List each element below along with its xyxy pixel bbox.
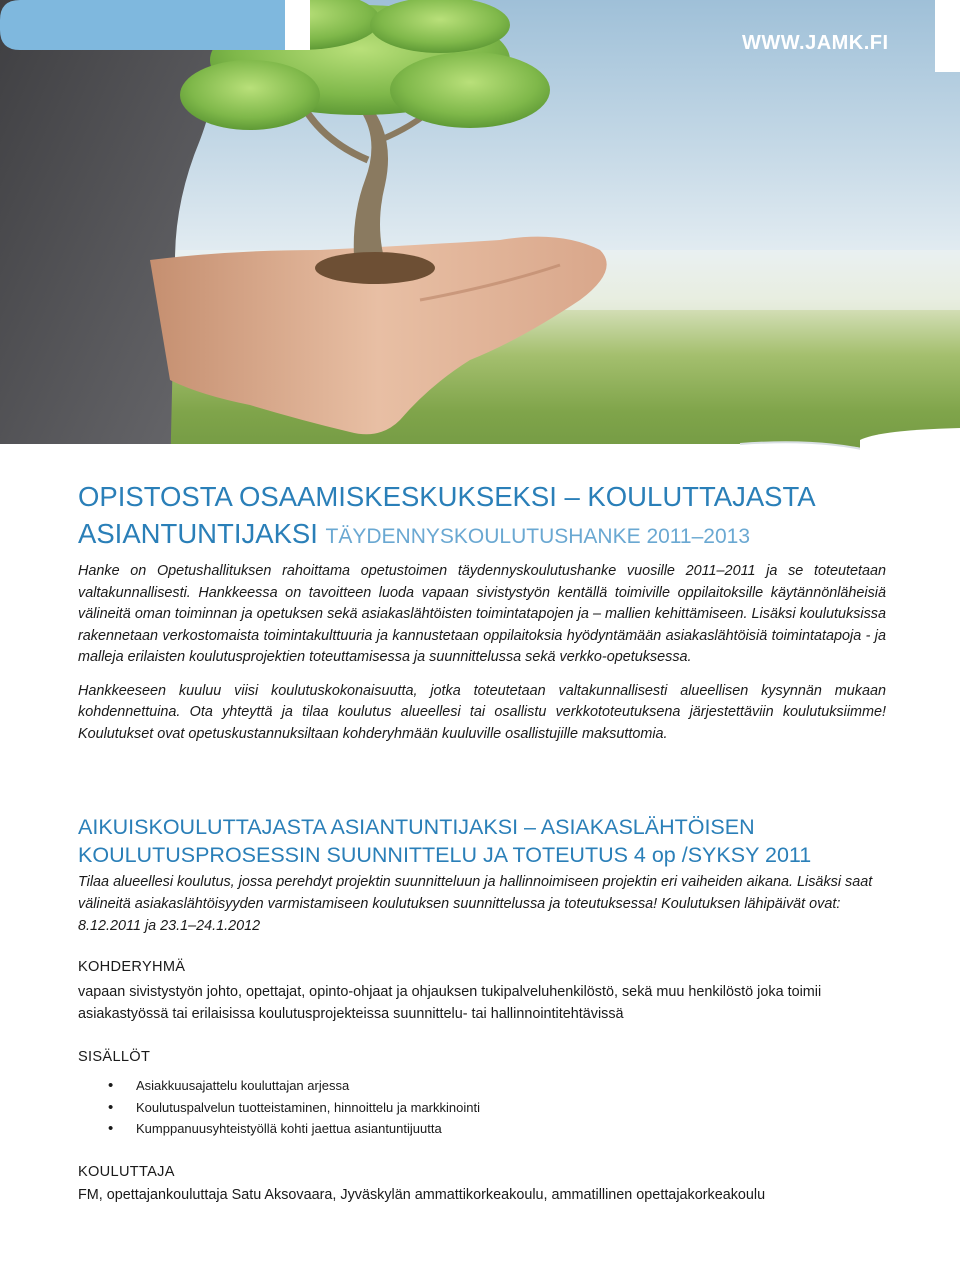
course-title: AIKUISKOULUTTAJASTA ASIANTUNTIJAKSI – ASIAKASLÄHTÖISEN KOULUTUSPROSESSIN SUUNNITTELU JA TOTEUTUS 4 op /SYKSY 2011 (78, 815, 812, 867)
project-title-main: OPISTOSTA OSAAMISKESKUKSEKSI – KOULUTTAJASTA ASIANTUNTIJAKSI (78, 481, 815, 549)
list-item: • Kumppanuusyhteistyöllä kohti jaettua asiantuntijuutta (136, 1118, 886, 1140)
course-description: Tilaa alueellesi koulutus, jossa perehdyt projektin suunnitteluun ja hallinnoimiseen projektin eri vaiheiden aikana. Lisäksi saat välineitä asiakaslähtöisyyden varmistamiseen koulutuksen suunnittelussa ja toteutuksessa! Koulutuksen lähipäivät ovat: 8.12.2011 ja 23.1–24.1.2012 (78, 874, 873, 934)
contents-list (78, 1075, 886, 1140)
intro-paragraph-2: Hankkeeseen kuuluu viisi koulutuskokonaisuutta, jotka toteutetaan valtakunnallisesti alueellisen kysynnän mukaan kohdennettuina. Ota yhteyttä ja tilaa koulutus alueellesi tai osallistu verkkototeutuksena järjestettäviin koulutuksiimme! Koulutukset ovat opetuskustannuksiltaan kohderyhmään kuuluville osallistujille maksuttomia. (78, 682, 886, 742)
document-body (78, 478, 886, 1206)
trainer-label: KOULUTTAJA (78, 1163, 175, 1180)
url-banner (0, 0, 310, 50)
intro-paragraph-1: Hanke on Opetushallituksen rahoittama opetustoimen täydennyskoulutushanke vuosille 2011–2011 ja se toteutetaan valtakunnallisesti. Hankkeessa on tavoitteen luoda vapaan sivistystyön kentällä toimiville oppilaitoksille käytännönläheisiä välineitä oman toiminnan ja opetuksen sekä asiakaslähtöisten toimintatapojen ja – mallien kehittämiseen. Lisäksi koulutuksissa rakennetaan verkostomaista toimintakulttuuria ja kannustetaan oppilaitoksia hyödyntämään asiakaslähtöisiä toimintatapoja - ja malleja erilaisten koulutusprojektien toteuttamisessa ja suunnittelussa sekä verkko-opetuksessa. (78, 563, 886, 665)
website-url[interactable]: WWW.JAMK.FI (742, 32, 889, 54)
hero-image (0, 0, 960, 480)
project-title (78, 478, 886, 555)
audience-label: KOHDERYHMÄ (78, 959, 186, 975)
audience-text: vapaan sivistystyön johto, opettajat, opinto-ohjaat ja ohjauksen tukipalveluhenkilöstö, sekä muu henkilöstö joka toimii asiakastyössä tai erilaisissa koulutusprojekteissa suunnittelu- tai hallinnointitehtävissä (78, 984, 822, 1022)
list-item: • Asiakkuusajattelu kouluttajan arjessa (136, 1075, 886, 1097)
trainer-text: FM, opettajankouluttaja Satu Aksovaara, Jyväskylän ammattikorkeakoulu, ammatillinen opettajakorkeakoulu (78, 1186, 766, 1203)
tree-in-hands-illustration (0, 0, 960, 480)
list-item: • Koulutuspalvelun tuotteistaminen, hinnoittelu ja markkinointi (136, 1097, 886, 1119)
project-title-sub: TÄYDENNYSKOULUTUSHANKE 2011–2013 (325, 525, 750, 548)
contents-label: SISÄLLÖT (78, 1049, 151, 1065)
